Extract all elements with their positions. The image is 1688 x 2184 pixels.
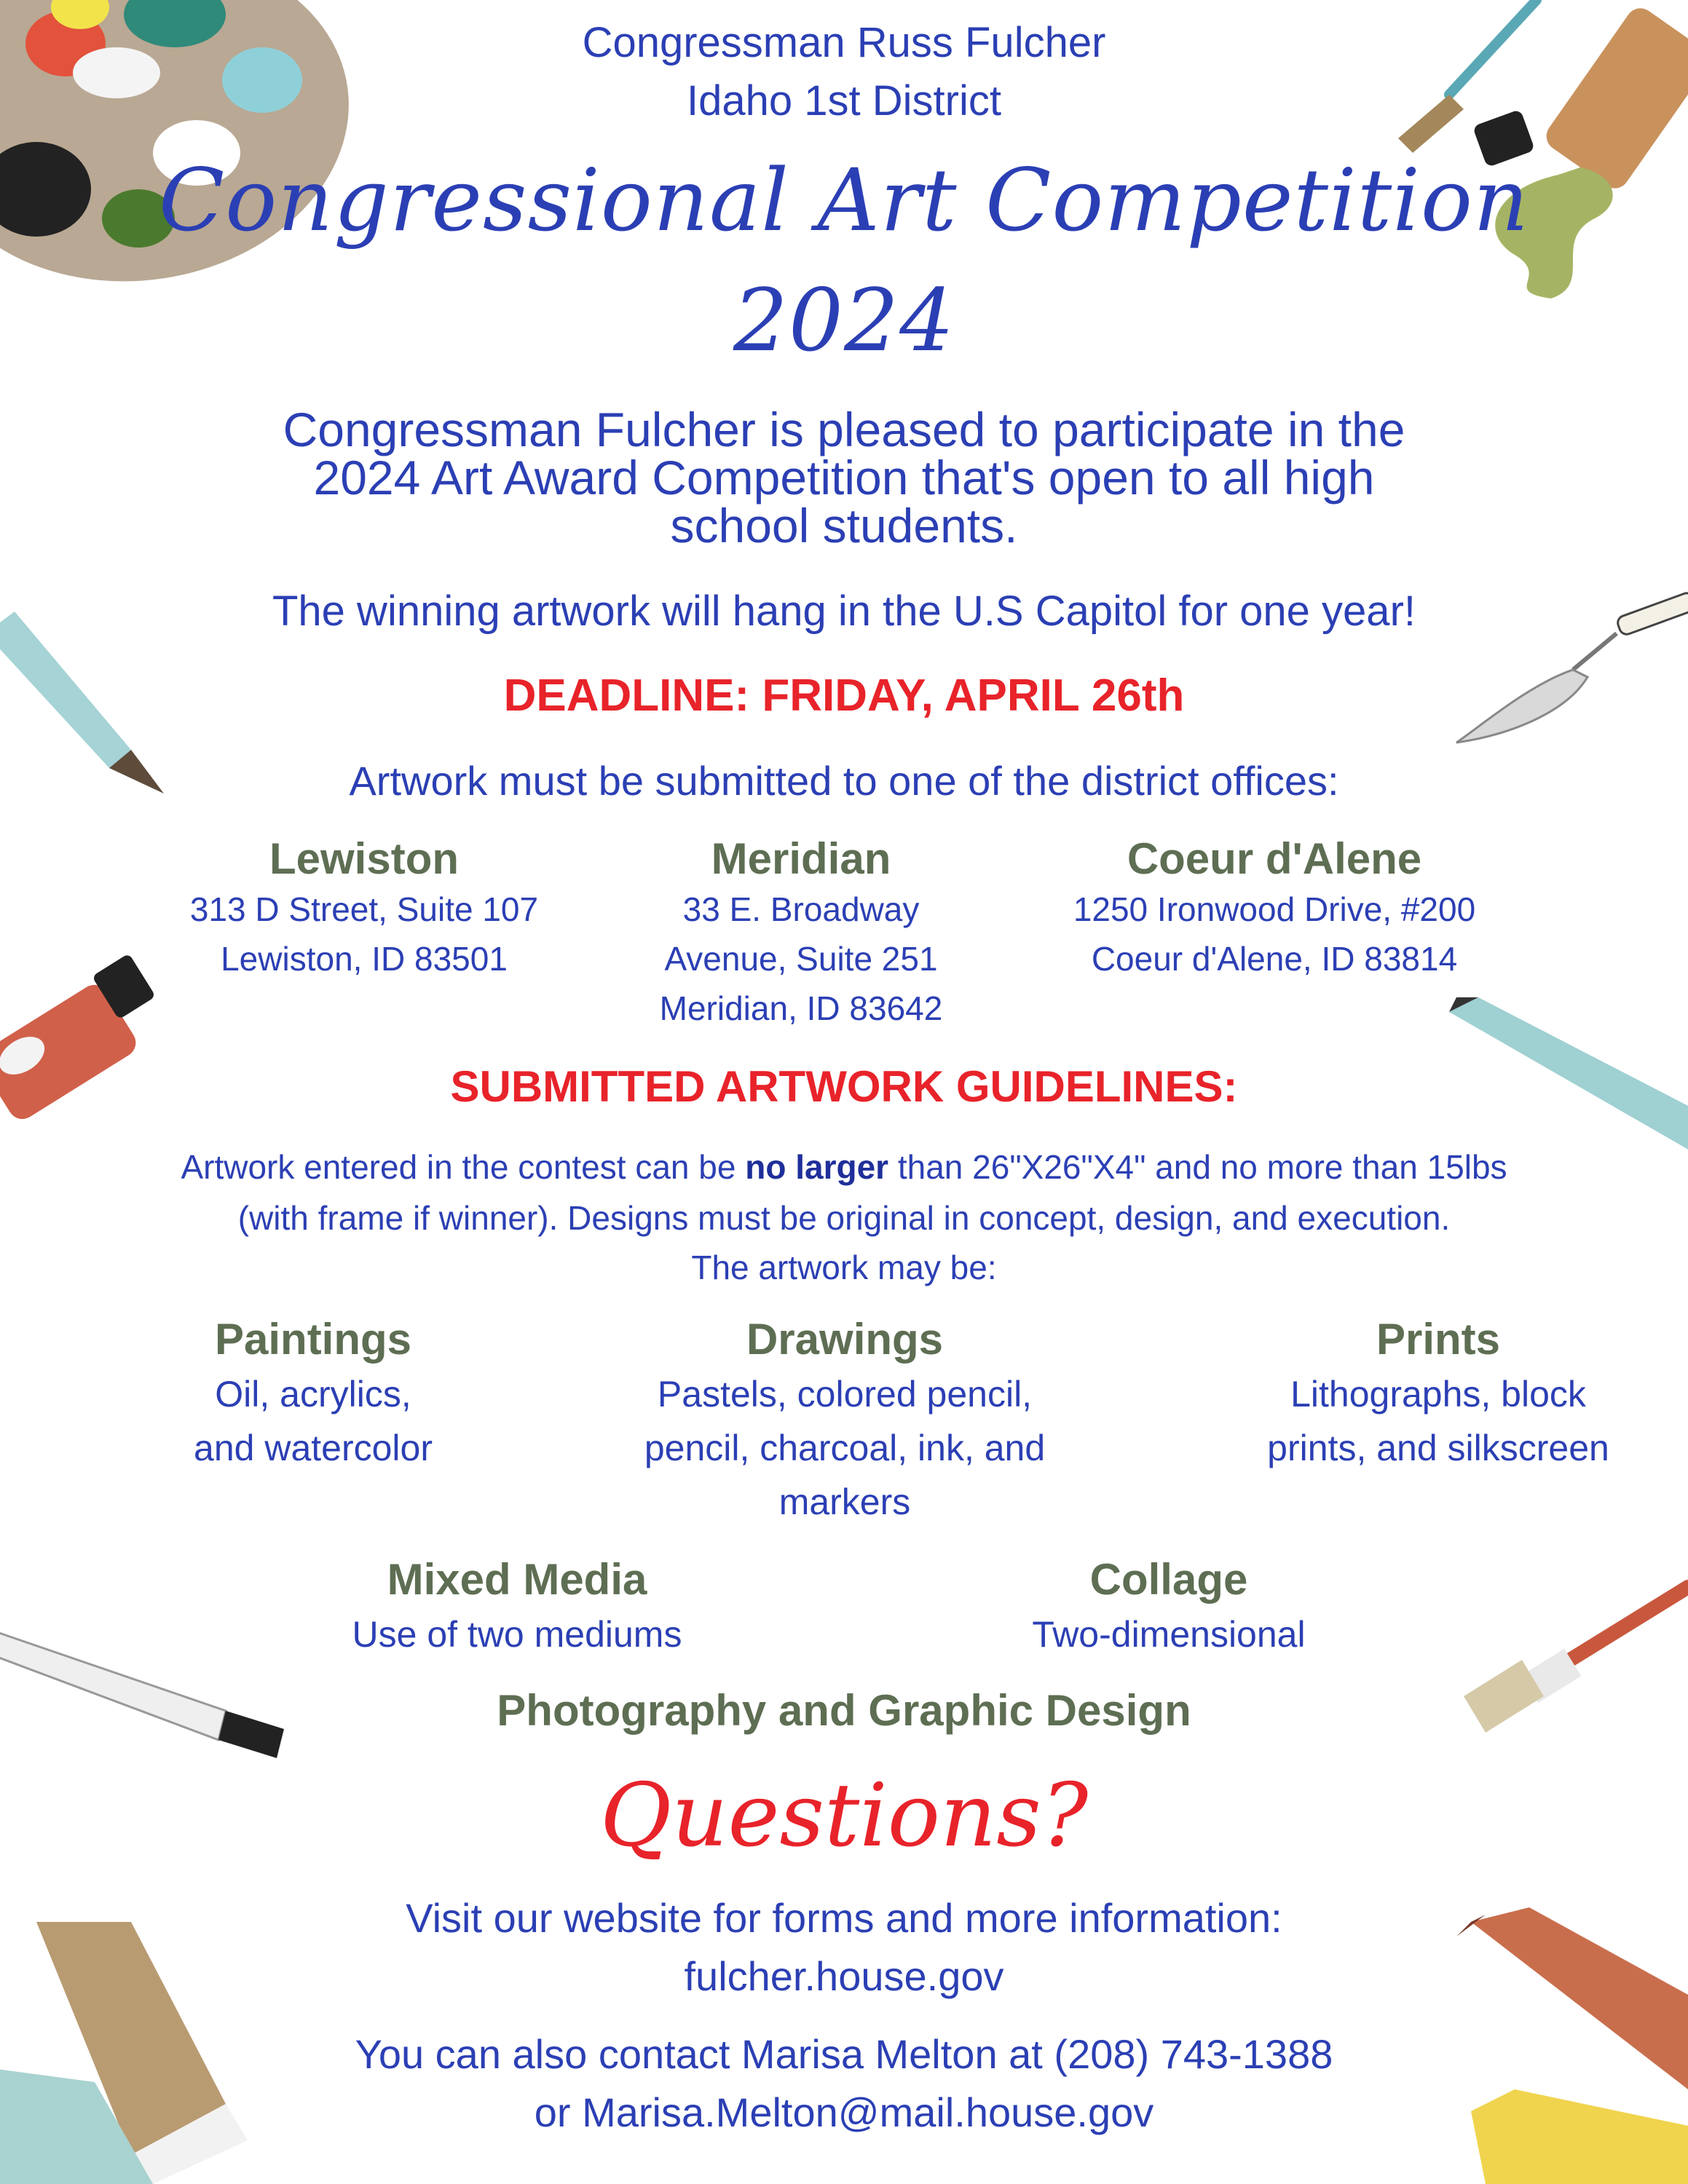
contact-line-1: You can also contact Marisa Melton at (208) 743-1388 bbox=[355, 2031, 1333, 2077]
submit-note: Artwork must be submitted to one of the district offices: bbox=[349, 758, 1339, 804]
category-mixed-media bbox=[277, 1552, 757, 1661]
office-address-line: Coeur d'Alene, ID 83814 bbox=[1091, 940, 1458, 978]
category-description: markers bbox=[778, 1481, 911, 1522]
intro-line-2: 2024 Art Award Competition that's open to all high bbox=[313, 451, 1375, 505]
questions-title: Questions? bbox=[599, 1765, 1089, 1867]
category-description: Use of two mediums bbox=[352, 1614, 682, 1655]
website-link[interactable]: fulcher.house.gov bbox=[684, 1953, 1004, 1999]
category-description: pencil, charcoal, ink, and bbox=[644, 1428, 1046, 1468]
capitol-note: The winning artwork will hang in the U.S Capitol for one year! bbox=[272, 587, 1416, 635]
guidelines-text: than 26"X26"X4" and no more than 15lbs bbox=[897, 1148, 1507, 1186]
category-drawings bbox=[583, 1312, 1107, 1529]
guidelines-title: SUBMITTED ARTWORK GUIDELINES: bbox=[450, 1062, 1238, 1111]
category-description: and watercolor bbox=[194, 1428, 433, 1468]
office-name: Coeur d'Alene bbox=[1127, 834, 1422, 883]
category-name: Mixed Media bbox=[387, 1555, 647, 1604]
office-address-line: Meridian, ID 83642 bbox=[659, 989, 943, 1027]
category-description: prints, and silkscreen bbox=[1267, 1428, 1609, 1468]
category-photography: Photography and Graphic Design bbox=[497, 1686, 1191, 1735]
header-line-2: Idaho 1st District bbox=[687, 77, 1001, 124]
intro-line-3: school students. bbox=[670, 499, 1018, 553]
category-paintings bbox=[109, 1312, 517, 1475]
guidelines-text: Artwork entered in the contest can be bbox=[181, 1148, 736, 1186]
guidelines-emphasis: no larger bbox=[745, 1148, 889, 1186]
header-line-1: Congressman Russ Fulcher bbox=[582, 19, 1106, 66]
deadline: DEADLINE: FRIDAY, APRIL 26th bbox=[503, 670, 1185, 721]
office-name: Lewiston bbox=[269, 834, 459, 883]
office-address-line: 1250 Ironwood Drive, #200 bbox=[1073, 890, 1476, 928]
contact-email[interactable]: or Marisa.Melton@mail.house.gov bbox=[534, 2089, 1154, 2135]
category-description: Pastels, colored pencil, bbox=[657, 1374, 1033, 1415]
office-coeur-dalene bbox=[1019, 834, 1529, 984]
category-prints bbox=[1209, 1312, 1668, 1475]
guidelines-line-2: (with frame if winner). Designs must be original in concept, design, and execution. bbox=[237, 1199, 1451, 1237]
office-address-line: Avenue, Suite 251 bbox=[664, 940, 938, 978]
page-title: Congressional Art Competition bbox=[158, 150, 1530, 250]
office-name: Meridian bbox=[711, 834, 891, 883]
category-name: Collage bbox=[1089, 1555, 1248, 1604]
category-collage bbox=[939, 1552, 1398, 1661]
office-address-line: 313 D Street, Suite 107 bbox=[189, 890, 539, 928]
intro-line-1: Congressman Fulcher is pleased to participate in the bbox=[283, 403, 1405, 456]
category-description: Oil, acrylics, bbox=[215, 1374, 411, 1415]
category-name: Drawings bbox=[746, 1315, 944, 1364]
page-title-year: 2024 bbox=[733, 270, 955, 371]
office-lewiston bbox=[160, 834, 568, 984]
guidelines-line-1 bbox=[0, 1142, 1688, 1192]
category-description: Two-dimensional bbox=[1032, 1614, 1306, 1655]
office-address-line: Lewiston, ID 83501 bbox=[221, 940, 508, 978]
category-description: Lithographs, block bbox=[1290, 1374, 1586, 1415]
guidelines-line-3: The artwork may be: bbox=[691, 1249, 997, 1286]
office-meridian bbox=[597, 834, 1005, 1033]
office-address-line: 33 E. Broadway bbox=[682, 890, 920, 928]
category-name: Paintings bbox=[214, 1315, 412, 1364]
visit-line: Visit our website for forms and more information: bbox=[406, 1895, 1282, 1941]
category-name: Prints bbox=[1376, 1315, 1501, 1364]
